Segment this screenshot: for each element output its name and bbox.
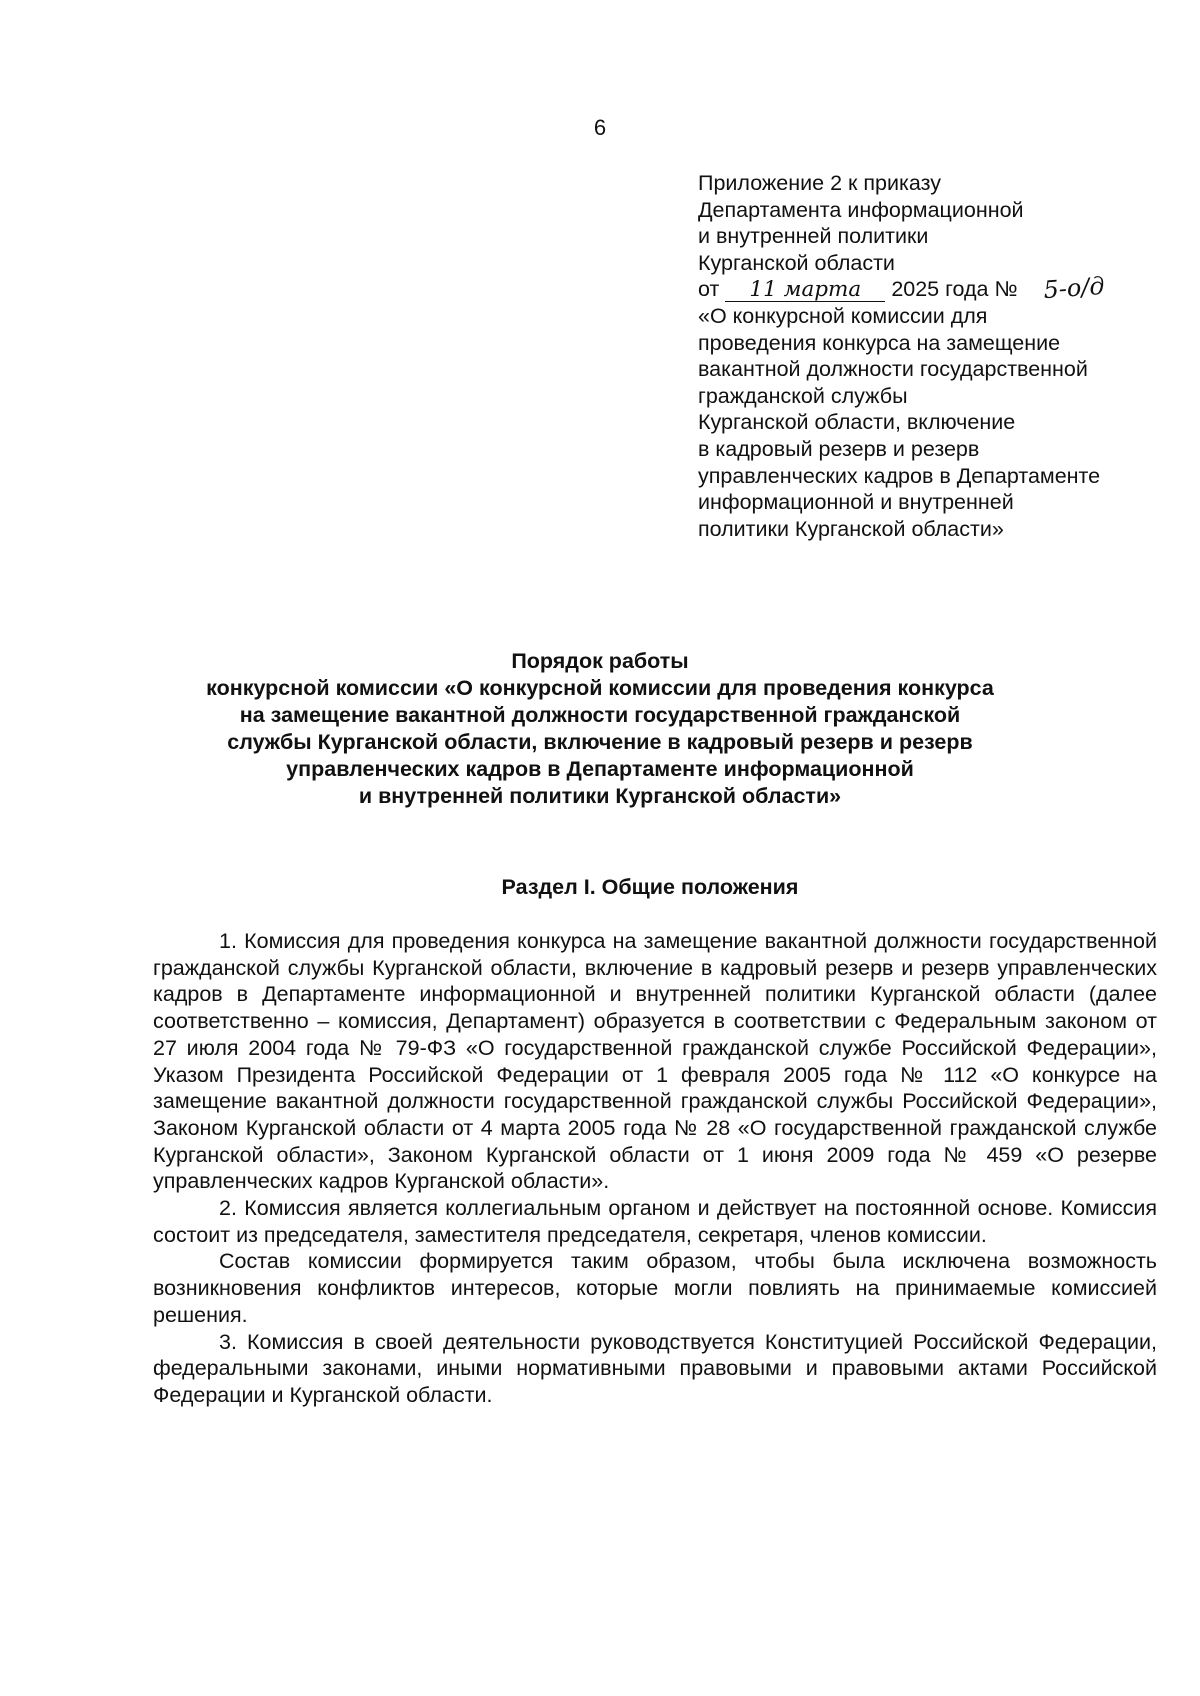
appendix-ref-line: вакантной должности государственной xyxy=(698,357,1088,382)
title-line: службы Курганской области, включение в кадровый резерв и резерв xyxy=(227,730,973,754)
appendix-ref-line: информационной и внутренней xyxy=(698,490,1014,515)
appendix-ref-line: управленческих кадров в Департаменте xyxy=(698,463,1101,488)
document-body xyxy=(153,928,1157,1409)
date-year: 2025 года № xyxy=(891,277,1018,302)
appendix-line: Приложение 2 к приказу xyxy=(698,171,941,195)
document-title xyxy=(150,648,1050,810)
appendix-ref-line: «О конкурсной комиссии для xyxy=(698,303,988,328)
order-date-line xyxy=(698,272,1178,305)
title-line: управленческих кадров в Департаменте информационной xyxy=(286,757,914,781)
appendix-block xyxy=(698,170,1178,542)
appendix-ref-line: политики Курганской области» xyxy=(698,516,1004,541)
appendix-ref-line: гражданской службы xyxy=(698,383,908,408)
handwritten-date: 11 марта xyxy=(725,279,885,302)
appendix-ref-line: в кадровый резерв и резерв xyxy=(698,436,980,461)
title-line: конкурсной комиссии «О конкурсной комиссии для проведения конкурса xyxy=(206,676,994,700)
handwritten-order-number: 5-о/д xyxy=(1042,272,1105,305)
title-line: на замещение вакантной должности государственной гражданской xyxy=(239,703,961,727)
paragraph: 2. Комиссия является коллегиальным органом и действует на постоянной основе. Комиссия состоит из председателя, заместителя председателя, секретаря, членов комиссии. xyxy=(153,1196,1157,1247)
appendix-line: Департамента информационной xyxy=(698,197,1024,222)
page-number: 6 xyxy=(593,115,607,140)
paragraph: 1. Комиссия для проведения конкурса на замещение вакантной должности государственной гражданской службы Курганской области, включение в кадровый резерв и резерв управленческих кадров в Департаменте информационной и внутренней политики Курганской области (далее соответственно – комиссия, Департамент) образуется в соответствии с Федеральным законом от 27 июля 2004 года № 79-ФЗ «О государственной гражданской службе Российской Федерации», Указом Президента Российской Федерации от 1 февраля 2005 года № 112 «О конкурсе на замещение вакантной должности государственной гражданской службы Российской Федерации», Законом Курганской области от 4 марта 2005 года № 28 «О государственной гражданской службе Курганской области», Законом Курганской области от 1 июня 2009 года № 459 «О резерве управленческих кадров Курганской области». xyxy=(153,929,1157,1194)
paragraph: 3. Комиссия в своей деятельности руководствуется Конституцией Российской Федерации, федеральными законами, иными нормативными правовыми и правовыми актами Российской Федерации и Курганской области. xyxy=(153,1329,1157,1407)
appendix-line: Курганской области xyxy=(698,250,895,275)
date-prefix: от xyxy=(698,277,720,302)
appendix-ref-line: Курганской области, включение xyxy=(698,410,1016,435)
title-line: Порядок работы xyxy=(511,649,689,673)
title-line: и внутренней политики Курганской области» xyxy=(358,784,842,808)
section-heading: Раздел I. Общие положения xyxy=(501,875,799,899)
paragraph: Состав комиссии формируется таким образом, чтобы была исключена возможность возникновения конфликтов интересов, которые могли повлиять на принимаемые комиссией решения. xyxy=(153,1249,1157,1327)
appendix-ref-line: проведения конкурса на замещение xyxy=(698,330,1061,355)
appendix-line: и внутренней политики xyxy=(698,224,929,249)
